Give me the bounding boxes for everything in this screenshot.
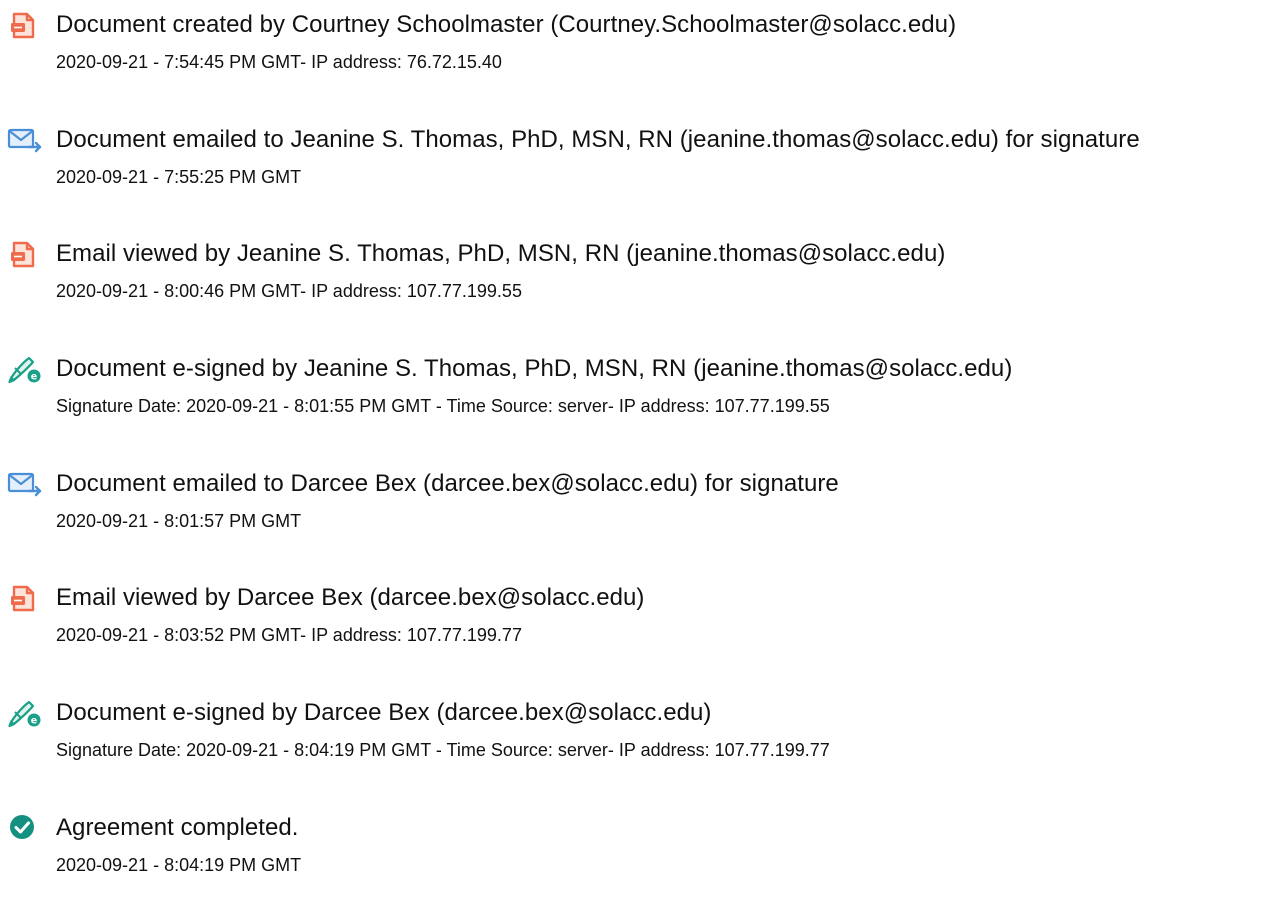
history-event-document-emailed bbox=[0, 125, 1261, 235]
email-sent-icon bbox=[7, 469, 43, 499]
event-title: Document e-signed by Darcee Bex (darcee.bex@solacc.edu) bbox=[56, 699, 712, 726]
history-event-agreement-completed bbox=[0, 813, 1261, 923]
svg-text:e: e bbox=[30, 715, 38, 727]
event-detail: 2020-09-21 - 8:04:19 PM GMT bbox=[56, 855, 302, 875]
event-detail: Signature Date: 2020-09-21 - 8:01:55 PM GMT - Time Source: server- IP address: 107.77.199.55 bbox=[56, 396, 830, 416]
history-event-email-viewed bbox=[0, 239, 1261, 349]
e-sign-pen-icon bbox=[7, 354, 43, 384]
event-title: Document created by Courtney Schoolmaster (Courtney.Schoolmaster@solacc.edu) bbox=[56, 11, 957, 38]
event-title: Email viewed by Darcee Bex (darcee.bex@solacc.edu) bbox=[56, 584, 645, 611]
checkmark-circle-icon bbox=[7, 813, 43, 843]
event-detail: 2020-09-21 - 7:54:45 PM GMT- IP address: 76.72.15.40 bbox=[56, 52, 502, 72]
event-title: Document emailed to Darcee Bex (darcee.bex@solacc.edu) for signature bbox=[56, 470, 839, 497]
document-icon bbox=[7, 583, 43, 613]
svg-text:e: e bbox=[30, 371, 38, 383]
event-title: Email viewed by Jeanine S. Thomas, PhD, MSN, RN (jeanine.thomas@solacc.edu) bbox=[56, 240, 946, 267]
history-event-document-created bbox=[0, 10, 1261, 120]
event-detail: 2020-09-21 - 7:55:25 PM GMT bbox=[56, 167, 302, 187]
history-event-document-esigned bbox=[0, 354, 1261, 464]
e-sign-pen-icon bbox=[7, 698, 43, 728]
event-detail: 2020-09-21 - 8:03:52 PM GMT- IP address: 107.77.199.77 bbox=[56, 625, 522, 645]
email-sent-icon bbox=[7, 125, 43, 155]
event-detail: 2020-09-21 - 8:00:46 PM GMT- IP address: 107.77.199.55 bbox=[56, 281, 522, 301]
history-event-document-esigned bbox=[0, 698, 1261, 808]
event-detail: 2020-09-21 - 8:01:57 PM GMT bbox=[56, 511, 302, 531]
event-title: Document emailed to Jeanine S. Thomas, PhD, MSN, RN (jeanine.thomas@solacc.edu) for signature bbox=[56, 126, 1140, 153]
history-event-email-viewed bbox=[0, 583, 1261, 693]
event-title: Document e-signed by Jeanine S. Thomas, PhD, MSN, RN (jeanine.thomas@solacc.edu) bbox=[56, 355, 1013, 382]
document-icon bbox=[7, 10, 43, 40]
event-title: Agreement completed. bbox=[56, 814, 299, 841]
event-detail: Signature Date: 2020-09-21 - 8:04:19 PM GMT - Time Source: server- IP address: 107.77.199.77 bbox=[56, 740, 830, 760]
history-event-document-emailed bbox=[0, 469, 1261, 579]
document-icon bbox=[7, 239, 43, 269]
